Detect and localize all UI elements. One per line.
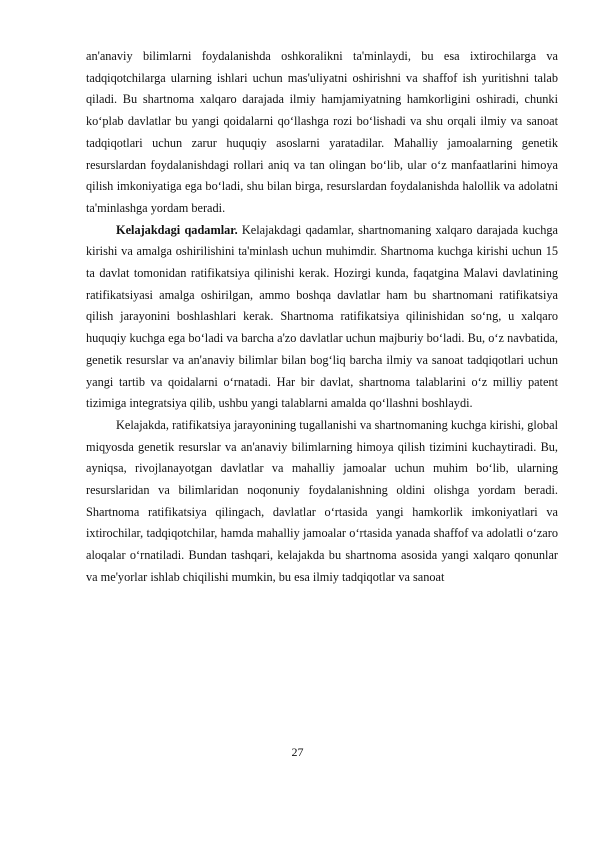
paragraph-text: Kelajakdagi qadamlar, shartnomaning xalqaro darajada kuchga kirishi va amalga oshirilishini ta'minlash uchun muhimdir. Shartnoma kuchga kirishi uchun 15 ta davlat tomonidan ratifikatsiya qilinishi kerak. Hozirgi kunda, faqatgina Malavi davlatining ratifikatsiyasi amalga oshirilgan, ammo boshqa davlatlar ham bu shartnomani ratifikatsiya qilish jarayonini boshlashlari kerak. Shartnoma ratifikatsiya qilinishidan soʻng, u xalqaro huquqiy kuchga ega boʻladi va barcha a'zo davlatlar uchun majburiy boʻladi. Bu, oʻz navbatida, genetik resurslar va an'anaviy bilimlar bilan bogʻliq barcha ilmiy va sanoat tadqiqotlari uchun yangi tartib va qoidalarni oʻrnatadi. Har bir davlat, shartnoma talablarini oʻz milliy patent tizimiga integratsiya qilib, ushbu yangi talablarni amalda qoʻllashni boshlaydi. — [86, 222, 559, 411]
paragraph-future-steps — [86, 220, 558, 415]
paragraph-text: Kelajakda, ratifikatsiya jarayonining tugallanishi va shartnomaning kuchga kirishi, global miqyosda genetik resurslar va an'anaviy bilimlarning himoya qilish tizimini kuchaytiradi. Bu, ayniqsa, rivojlanayotgan davlatlar va mahalliy jamoalar uchun muhim boʻlib, ularning resurslaridan va bilimlaridan noqonuniy foydalanishning oldini olishga yordam beradi. Shartnoma ratifikatsiya qilingach, davlatlar oʻrtasida yangi hamkorlik imkoniyatlari va ixtirochilar, tadqiqotchilar, hamda mahalliy jamoalar oʻrtasida yanada shaffof va adolatli oʻzaro aloqalar oʻrnatiladi. Bundan tashqari, kelajakda bu shartnoma asosida yangi xalqaro qonunlar va me'yorlar ishlab chiqilishi mumkin, bu esa ilmiy tadqiqotlar va sanoat — [86, 417, 558, 584]
section-heading: Kelajakdagi qadamlar. — [116, 222, 238, 237]
paragraph-continuation — [86, 46, 558, 220]
page-number: 27 — [291, 745, 304, 759]
paragraph-text: an'anaviy bilimlarni foydalanishda oshkoralikni ta'minlaydi, bu esa ixtirochilarga va tadqiqotchilarga ularning ishlari uchun mas'uliyatni oshirishni va shaffof ish yuritishni talab qiladi. Bu shartnoma xalqaro darajada ilmiy hamjamiyatning hamkorligini oshiradi, chunki koʻplab davlatlar bu yangi qoidalarni qoʻllashga rozi boʻlishadi va shu orqali ilmiy va sanoat tadqiqotlari uchun zarur huquqiy asoslarni yaratadilar. Mahalliy jamoalarning genetik resurslardan foydalanishdagi rollari aniq va tan olingan boʻlib, ular oʻz manfaatlarini himoya qilish imkoniyatiga ega boʻladi, shu bilan birga, resurslardan foydalanishda halollik va adolatni ta'minlashga yordam beradi. — [86, 49, 558, 215]
paragraph-ratification — [86, 415, 558, 589]
body-text — [86, 46, 558, 589]
